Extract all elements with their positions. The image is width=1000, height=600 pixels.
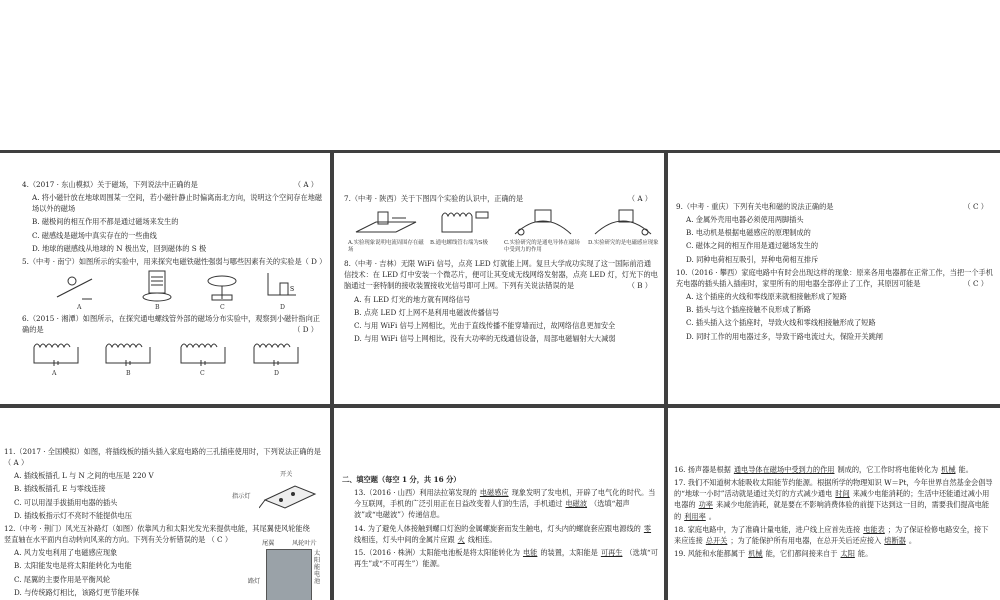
- q6-label-a: A: [52, 370, 57, 378]
- q19-answer-1: 机械: [748, 549, 763, 559]
- q18-answer-2: 总开关: [705, 535, 728, 545]
- option-9a: A. 金属外壳用电器必须使用两脚插头: [686, 215, 804, 225]
- q6-coil-c: [177, 341, 237, 369]
- option-8c: C. 与用 WiFi 信号上网相比，光由于直线传播不能穿墙而过，故网络信息更加安全: [354, 320, 616, 330]
- question-7-text: 7.（中考 · 陕西）关于下图四个实验的认识中，正确的是: [344, 194, 524, 203]
- question-7-answer: （ A ）: [627, 194, 652, 203]
- q18-answer-3: 熔断器: [884, 535, 906, 545]
- option-4d: D. 地球的磁感线从地球的 N 极出发，回到磁体的 S 极: [32, 243, 207, 253]
- q19-text-1: 19. 风能和水能都属于: [674, 549, 746, 559]
- question-10-answer: （ C ）: [963, 278, 988, 288]
- section-title-fill-in: 二、填空题（每空 1 分，共 16 分）: [342, 475, 461, 484]
- q13-text-1: 13.（2016 · 山西）利用法拉第发现的: [354, 488, 477, 498]
- q19-text-2: 能，它们都间接来自于: [765, 549, 838, 559]
- option-4c: C. 磁感线是磁场中真实存在的一些曲线: [32, 230, 157, 240]
- q6-label-c: C: [200, 370, 205, 378]
- q16-answer-1: 通电导体在磁场中受到力的作用: [733, 465, 835, 474]
- option-8b: B. 点亮 LED 灯上网不是利用电磁波传播信号: [354, 307, 500, 317]
- q14-text-2: 线相连，灯头中间的金属片应跟: [354, 534, 455, 544]
- q6-coil-a: [30, 341, 90, 369]
- switch-label: 开关: [280, 471, 293, 479]
- q13-answer-2: 电磁波: [565, 499, 588, 509]
- question-8-text: 8.（中考 · 吉林）无限 WiFi 信号，点亮 LED 灯就能上网。复旦大学成功实现了这一国际前沿通信技术：在 LED 灯中安装一个微芯片，便可让其变成无线网络发射器，点亮 LED 灯，灯光下的电脑通过一套特制的接收装置接收光信号即可上网。下列有关说法错误的是: [344, 259, 658, 291]
- question-6-text: 6.（2015 · 湘潭）如图所示，在探究通电螺线管外部的磁场分布实验中，观察到小磁针指向正确的是: [22, 314, 320, 335]
- option-8d: D. 与用 WiFi 信号上网相比，没有大功率的无线通信设备，局部电磁辐射大大减弱: [354, 334, 616, 344]
- question-4-text: 4.（2017 · 东山模拟）关于磁场，下列说法中正确的是: [22, 180, 198, 189]
- question-14: [342, 523, 658, 545]
- question-11: 11.（2017 · 全国模拟）如图，将插线板的插头插入家庭电路的三孔插座使用时，下列说法正确的是（ A ）: [4, 447, 321, 468]
- q5-figure-d: [262, 269, 302, 303]
- option-10a: A. 这个插座的火线和零线原来就相接触形成了短路: [686, 292, 847, 302]
- question-8: [344, 258, 658, 291]
- q16-answer-2: 机械: [941, 465, 956, 474]
- option-9d: D. 同种电荷相互吸引，异种电荷相互排斥: [686, 254, 819, 264]
- page-panel-3: [668, 153, 1000, 404]
- option-9c: C. 磁体之间的相互作用是通过磁场发生的: [686, 241, 819, 251]
- q7-figure-d: [589, 206, 657, 240]
- wind-blade-label: 风轮叶片: [292, 540, 317, 548]
- option-4b: B. 磁极间的相互作用不都是通过磁场来发生的: [32, 217, 179, 227]
- question-6-answer: （ D ）: [293, 325, 318, 335]
- option-10c: C. 插头插入这个插座时，导致火线和零线相接触形成了短路: [686, 318, 876, 328]
- q17-text-1: 17. 我们不知道树木能吸收太阳能节约能源。根据所学的物理知识 W＝Pt，今年世界自然基金会倡导的“地球一小时”活动就是通过关灯的方式减少通电: [674, 478, 993, 499]
- q15-text-3: （选填“可再生”或“不可再生”）能源。: [354, 547, 658, 569]
- q15-answer-2: 可再生: [600, 547, 623, 557]
- q7-caption-d: D.实验研究的是电磁感应现象: [588, 240, 659, 247]
- q5-label-d: D: [280, 304, 285, 312]
- q11-block: [4, 470, 324, 521]
- q7-figures: [344, 206, 658, 254]
- option-4a: A. 将小磁针放在地球周围某一空间，若小磁针静止时偏离南北方向，说明这个空间存在地磁场以外的磁场: [32, 193, 323, 214]
- q6-label-d: D: [274, 370, 279, 378]
- q17-text-2: 来减少电能消耗的；生活中还能通过减小用电器的: [674, 489, 990, 510]
- question-4: [22, 179, 324, 190]
- question-19: [674, 548, 994, 559]
- page-panel-5: [334, 408, 664, 600]
- option-12d: D. 与传统路灯相比，该路灯更节能环保: [14, 587, 140, 597]
- question-10-text: 10.（2016 · 攀西）家庭电路中有时会出现这样的现象：原来各用电器都在正常工作，当把一个手机充电器的插头插入插座时，家里所有的用电器全部停止了工作，其原因可能是: [676, 267, 993, 288]
- question-7: [344, 193, 658, 204]
- q18-text-3: ；为了能保护所有用电器，在总开关后还应接入: [730, 535, 882, 545]
- option-10b: B. 插头与这个插座接触不良形成了断路: [686, 305, 811, 315]
- q18-text-1: 18. 家庭电路中，为了准确计量电能，进户线上应首先连接: [674, 524, 861, 534]
- question-10: [676, 267, 994, 289]
- q16-text-2: 制成的，它工作时将电能转化为: [837, 465, 939, 474]
- question-12-answer: （ C ）: [207, 535, 233, 545]
- q17-answer-2: 功率: [698, 500, 713, 510]
- option-9b: B. 电动机是根据电磁感应的原理制成的: [686, 228, 811, 238]
- option-11b: B. 插线板插孔 E 与零线连接: [14, 484, 106, 494]
- q14-answer-1: 零: [643, 523, 652, 533]
- q14-text-3: 线相连。: [467, 534, 497, 544]
- q5-label-a: A: [77, 304, 82, 312]
- option-11c: C. 可以用湿手拔插用电器的插头: [14, 497, 118, 507]
- q5-figures: [22, 269, 324, 312]
- q5-label-b: B: [155, 304, 160, 312]
- question-9: [676, 201, 994, 212]
- option-10d: D. 同时工作的用电器过多，导致干路电流过大，保险开关跳闸: [686, 331, 883, 341]
- q13-text-3: （选填“超声波”或“电磁波”）传递信息。: [354, 499, 630, 520]
- question-13: [342, 487, 658, 520]
- q7-caption-c: C.实验研究的是通电导体在磁场中受到力的作用: [504, 240, 580, 253]
- q16-text-3: 能。: [958, 465, 973, 474]
- option-12b: B. 太阳能发电是将太阳能转化为电能: [14, 561, 132, 571]
- solar-cell-label: 太阳能电池: [314, 550, 321, 585]
- svg-text:S: S: [290, 286, 295, 294]
- street-lamp-label: 路灯: [248, 578, 261, 586]
- option-11d: D. 插线板指示灯不亮时不能提供电压: [14, 510, 132, 520]
- question-18: [674, 524, 994, 546]
- q6-coil-d: [250, 341, 310, 369]
- page-panel-6: [668, 408, 1000, 600]
- option-8a: A. 有 LED 灯光的地方就有网络信号: [354, 294, 471, 304]
- option-11a: A. 插线板插孔 L 与 N 之间的电压是 220 V: [14, 471, 154, 481]
- q6-coil-b: [102, 341, 162, 369]
- question-15: [342, 547, 658, 569]
- q14-text-1: 14. 为了避免人体接触到螺口灯泡的金属螺旋套而发生触电，灯头内的螺旋套应跟电源线的: [354, 523, 641, 533]
- question-12-text: 12.（中考 · 荆门）风光互补路灯（如图）依靠风力和太阳光发光来提供电能，其尾翼使风轮能绕竖直轴在水平面内自动转向风来的方向。下列有关分析错误的是: [4, 523, 310, 545]
- option-12a: A. 风力发电利用了电磁感应现象: [14, 548, 118, 558]
- q12-block: [4, 540, 324, 598]
- option-12c: C. 尾翼的主要作用是平衡风轮: [14, 574, 111, 584]
- q18-answer-1: 电能表: [863, 524, 885, 534]
- q14-answer-2: 火: [457, 534, 465, 544]
- q18-text-2: ；为了保证检修电路安全，接下来应连接: [674, 524, 989, 545]
- q5-figure-b: [137, 269, 177, 303]
- q5-figure-a: [52, 269, 102, 303]
- q6-label-b: B: [126, 370, 131, 378]
- q19-text-3: 能。: [857, 549, 873, 559]
- q19-answer-2: 太阳: [840, 549, 855, 559]
- tail-fin-label: 尾翼: [262, 540, 275, 548]
- q5-label-c: C: [220, 304, 225, 312]
- q5-figure-c: [202, 269, 242, 303]
- question-9-answer: （ C ）: [963, 202, 988, 211]
- q15-answer-1: 电能: [522, 547, 538, 557]
- page-panel-4: [0, 408, 330, 600]
- q7-figure-c: [509, 206, 577, 240]
- q7-figure-b: [432, 206, 494, 240]
- question-6: [22, 313, 324, 335]
- question-4-answer: （ A ）: [293, 180, 318, 189]
- q17-text-4: 。: [708, 511, 716, 521]
- page-panel-2: [334, 153, 664, 404]
- question-16: [674, 464, 994, 475]
- q17-answer-1: 时间: [835, 489, 850, 499]
- question-8-answer: （ B ）: [627, 281, 652, 291]
- q16-text-1: 16. 扬声器是根据: [674, 465, 731, 474]
- indicator-light-label: 指示灯: [232, 493, 251, 501]
- street-lamp-photo: [266, 549, 312, 600]
- question-17: [674, 477, 994, 522]
- q17-text-3: 来减少电能消耗，就是要在不影响消费体验的前提下达到这一目的，需要我们提高电能的: [674, 500, 990, 521]
- q6-figures: [22, 337, 324, 377]
- q13-text-2: 现象发明了发电机，开辟了电气化的时代。当今互联网，手机的广泛引用正在日益改变着人们的生活，手机通过: [354, 488, 656, 509]
- q7-caption-a: A.实验现象说明电流周围存在磁场: [348, 240, 424, 253]
- question-5: 5.（中考 · 南宁）如图所示的实验中，用来探究电磁铁磁性强弱与哪些因素有关的实验是（ D ）: [22, 256, 327, 266]
- page-panel-1: [0, 153, 330, 404]
- q18-text-4: 。: [908, 535, 917, 545]
- q15-text-1: 15.（2016 · 株洲）太阳能电池板是将太阳能转化为: [354, 547, 520, 557]
- question-9-text: 9.（中考 · 重庆）下列有关电和磁的说法正确的是: [676, 202, 834, 211]
- q15-text-2: 的装置，太阳能是: [540, 547, 598, 557]
- q17-answer-3: 利用率: [684, 511, 706, 521]
- q13-answer-1: 电磁感应: [479, 488, 509, 498]
- q7-figure-a: [352, 206, 420, 240]
- q7-caption-b: B.通电螺线管右端为S极: [430, 240, 488, 247]
- question-12: [4, 523, 324, 545]
